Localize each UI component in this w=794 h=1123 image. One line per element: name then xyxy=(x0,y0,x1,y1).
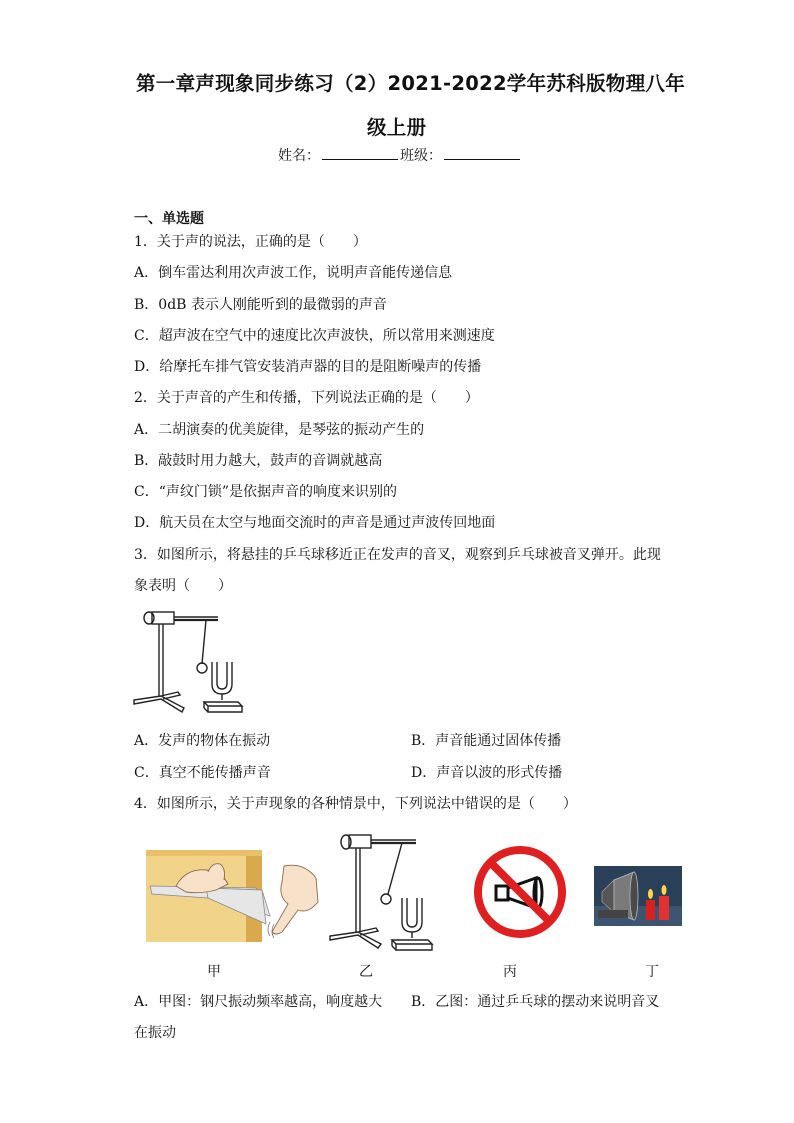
q4-option-a: A．甲图：钢尺振动频率越高，响度越大 xyxy=(134,994,383,1010)
q4-figure-ding-speaker-candles xyxy=(594,866,682,926)
q2-option-d: D．航天员在太空与地面交流时的声音是通过声波传回地面 xyxy=(134,515,496,531)
q2-option-b: B．敲鼓时用力越大，鼓声的音调就越高 xyxy=(134,453,383,469)
q1-option-a: A．倒车雷达利用次声波工作，说明声音能传递信息 xyxy=(134,265,453,281)
q2-option-a: A．二胡演奏的优美旋律，是琴弦的振动产生的 xyxy=(134,422,425,438)
q4-option-b-line2: 在振动 xyxy=(134,1025,176,1041)
q3-option-a: A．发声的物体在振动 xyxy=(134,733,271,749)
q1-option-b: B．0dB 表示人刚能听到的最微弱的声音 xyxy=(134,297,387,313)
q3-option-d: D．声音以波的形式传播 xyxy=(411,765,563,781)
q2-stem: 2．关于声音的产生和传播，下列说法正确的是（ ） xyxy=(134,390,479,406)
q3-stem-line1: 3．如图所示，将悬挂的乒乓球移近正在发声的音叉，观察到乒乓球被音叉弹开。此现 xyxy=(134,547,661,563)
q4-option-b-line1: B．乙图：通过乒乓球的摆动来说明音叉 xyxy=(411,994,660,1010)
q3-figure-tuning-fork-pendulum xyxy=(130,604,260,716)
page-title-line2: 级上册 xyxy=(367,116,427,139)
q3-option-b: B．声音能通过固体传播 xyxy=(411,733,562,749)
q4-figure-jia-finger xyxy=(264,862,320,938)
q3-option-c: C．真空不能传播声音 xyxy=(134,765,271,781)
q4-figure-yi-tuning-fork-pendulum xyxy=(326,828,444,952)
q1-option-d: D．给摩托车排气管安装消声器的目的是阻断噪声的传播 xyxy=(134,359,482,375)
q3-stem-line2: 象表明（ ） xyxy=(134,578,232,594)
class-blank xyxy=(444,147,520,160)
q4-caption-yi: 乙 xyxy=(359,964,373,980)
name-blank xyxy=(322,147,398,160)
section-heading: 一、单选题 xyxy=(134,211,204,227)
q4-figure-bing-no-horn-sign xyxy=(474,846,566,938)
q2-option-c: C．“声纹门锁”是依据声音的响度来识别的 xyxy=(134,484,398,500)
q1-option-c: C．超声波在空气中的速度比次声波快，所以常用来测速度 xyxy=(134,328,495,344)
page-title-line1: 第一章声现象同步练习（2）2021-2022学年苏科版物理八年 xyxy=(136,72,686,95)
q1-stem: 1．关于声的说法，正确的是（ ） xyxy=(134,234,367,250)
class-label: 班级： xyxy=(400,148,442,164)
q4-caption-bing: 丙 xyxy=(503,964,517,980)
q4-caption-jia: 甲 xyxy=(207,964,221,980)
q4-figure-jia-ruler-vibrating xyxy=(146,850,264,942)
name-label: 姓名： xyxy=(278,148,320,164)
q4-stem: 4．如图所示，关于声现象的各种情景中，下列说法中错误的是（ ） xyxy=(134,796,577,812)
student-info-row xyxy=(278,147,522,164)
q4-caption-ding: 丁 xyxy=(645,964,659,980)
